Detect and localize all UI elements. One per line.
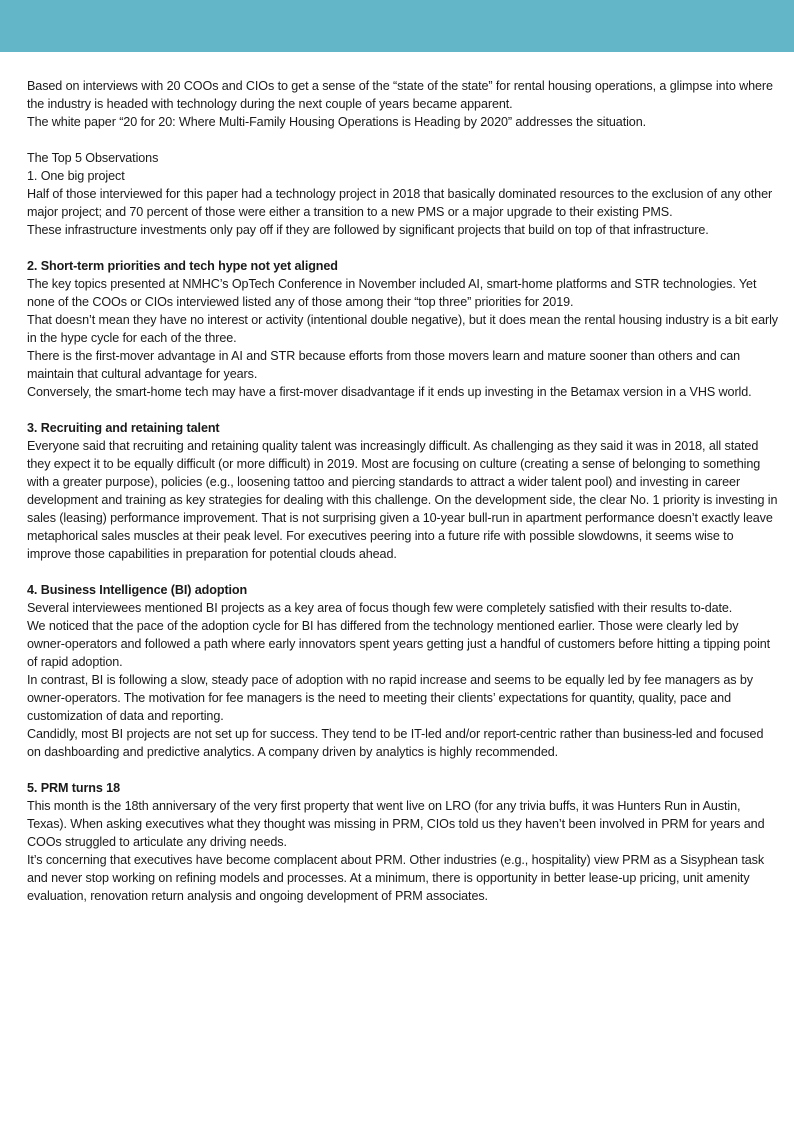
spacer	[27, 131, 779, 149]
section-1	[27, 167, 779, 239]
section-5	[27, 779, 779, 905]
section-heading: 1. One big project	[27, 169, 125, 183]
intro-paragraph: The white paper “20 for 20: Where Multi-Family Housing Operations is Heading by 2020” addresses the situation.	[27, 115, 647, 129]
section-heading: 3. Recruiting and retaining talent	[27, 421, 220, 435]
section-paragraph: These infrastructure investments only pay off if they are followed by significant projects that build on top of that infrastructure.	[27, 223, 709, 237]
section-paragraph: Conversely, the smart-home tech may have a first-mover disadvantage if it ends up investing in the Betamax version in a VHS world.	[27, 385, 752, 399]
spacer	[27, 239, 779, 257]
section-paragraph: There is the first-mover advantage in AI and STR because efforts from those movers learn and mature sooner than others and can maintain that cultural advantage for years.	[27, 349, 741, 381]
section-4	[27, 581, 779, 761]
spacer	[27, 401, 779, 419]
intro-paragraph: Based on interviews with 20 COOs and CIOs to get a sense of the “state of the state” for rental housing operations, a glimpse into where the industry is headed with technology during the next couple of years became apparent.	[27, 79, 773, 111]
section-paragraph: It’s concerning that executives have become complacent about PRM. Other industries (e.g., hospitality) view PRM as a Sisyphean task and never stop working on refining models and processes. At a minimum, there is opportunity in better lease-up pricing, unit amenity evaluation, renovation return analysis and ongoing development of PRM associates.	[27, 853, 765, 903]
section-paragraph: In contrast, BI is following a slow, steady pace of adoption with no rapid increase and seems to be equally led by fee managers as by owner-operators. The motivation for fee managers is the need to meeting their clients’ expectations for quantity, quality, pace and customization of data and reporting.	[27, 673, 753, 723]
spacer	[27, 761, 779, 779]
section-2	[27, 257, 779, 401]
section-3	[27, 419, 779, 563]
intro-section	[27, 77, 779, 131]
section-paragraph: We noticed that the pace of the adoption cycle for BI has differed from the technology mentioned earlier. Those were clearly led by owner-operators and followed a path where early innovators spent years getting just a handful of customers before hitting a tipping point of rapid adoption.	[27, 619, 771, 669]
section-heading: 5. PRM turns 18	[27, 781, 120, 795]
header-banner	[0, 0, 794, 52]
spacer	[27, 563, 779, 581]
section-heading: 4. Business Intelligence (BI) adoption	[27, 583, 248, 597]
section-paragraph: The key topics presented at NMHC’s OpTech Conference in November included AI, smart-home platforms and STR technologies. Yet none of the COOs or CIOs interviewed listed any of those among their “top three” priorities for 2019.	[27, 277, 757, 309]
observations-title: The Top 5 Observations	[27, 151, 159, 165]
section-paragraph: That doesn’t mean they have no interest or activity (intentional double negative), but it does mean the rental housing industry is a bit early in the hype cycle for each of the three.	[27, 313, 778, 345]
section-heading: 2. Short-term priorities and tech hype not yet aligned	[27, 259, 338, 273]
document-body	[27, 77, 779, 905]
section-paragraph: Everyone said that recruiting and retaining quality talent was increasingly difficult. As challenging as they said it was in 2018, all stated they expect it to be equally difficult (or more difficult) in 2019. Most are focusing on culture (creating a sense of belonging to something with a greater purpose), policies (e.g., loosening tattoo and piercing standards to attract a wider talent pool) and investing in career development and training as key strategies for dealing with this challenge. On the development side, the clear No. 1 priority is investing in sales (leasing) performance improvement. That is not surprising given a 10-year bull-run in apartment performance doesn’t exactly leave metaphorical sales muscles at their peak level. For executives peering into a future rife with possible slowdowns, it seems wise to improve those capabilities in preparation for potential clouds ahead.	[27, 439, 778, 561]
section-paragraph: Half of those interviewed for this paper had a technology project in 2018 that basically dominated resources to the exclusion of any other major project; and 70 percent of those were either a transition to a new PMS or a major upgrade to their existing PMS.	[27, 187, 773, 219]
section-paragraph: Several interviewees mentioned BI projects as a key area of focus though few were completely satisfied with their results to-date.	[27, 601, 733, 615]
section-paragraph: Candidly, most BI projects are not set up for success. They tend to be IT-led and/or report-centric rather than business-led and focused on dashboarding and predictive analytics. A company driven by analytics is highly recommended.	[27, 727, 764, 759]
section-paragraph: This month is the 18th anniversary of the very first property that went live on LRO (for any trivia buffs, it was Hunters Run in Austin, Texas). When asking executives what they thought was missing in PRM, CIOs told us they haven’t been involved in PRM for years and COOs struggled to articulate any driving needs.	[27, 799, 765, 849]
